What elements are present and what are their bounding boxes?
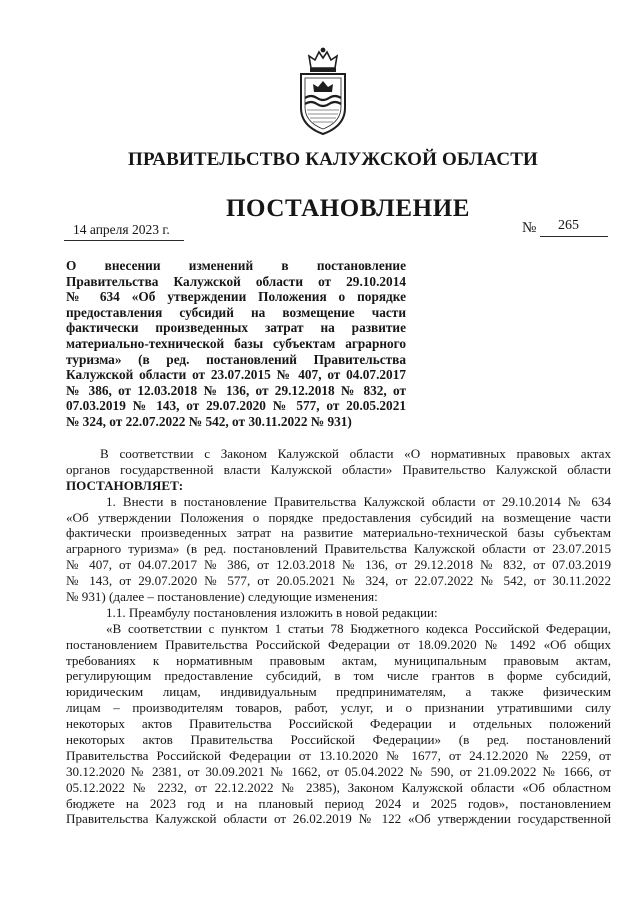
date-underline bbox=[64, 240, 184, 241]
body-line: требованиях к нормативным правовым актам, муниципальным правовым актам, bbox=[66, 652, 611, 668]
kaluga-coat-of-arms-icon bbox=[293, 46, 353, 138]
resolves-heading: ПОСТАНОВЛЯЕТ: bbox=[66, 477, 184, 493]
body-line: № 143, от 29.07.2020 № 577, от 20.05.2021 № 324, от 22.07.2022 № 542, от 30.11.2022 bbox=[66, 573, 611, 589]
body-line: 30.12.2020 № 2381, от 30.09.2021 № 1662, от 05.04.2022 № 590, от 21.09.2022 № 1666, от bbox=[66, 763, 611, 779]
body-line: 1. Внести в постановление Правительства Калужской области от 29.10.2014 № 634 bbox=[106, 493, 611, 509]
decree-date: 14 апреля 2023 г. bbox=[73, 222, 170, 237]
number-sign: № bbox=[522, 220, 537, 236]
body-line: Правительства Российской Федерации от 13.10.2020 № 1677, от 24.12.2020 № 2259, от bbox=[66, 747, 611, 763]
subject-line: туризма» (в ред. постановлений Правительства bbox=[66, 351, 406, 367]
government-title: ПРАВИТЕЛЬСТВО КАЛУЖСКОЙ ОБЛАСТИ bbox=[128, 149, 538, 170]
body-line: № 931) (далее – постановление) следующие изменения: bbox=[66, 589, 378, 605]
body-line: некоторых актов Правительства Российской Федерации» (в ред. постановлений bbox=[66, 732, 611, 748]
body-line: аграрного туризма» (в ред. постановлений Правительства Калужской области от 23.07.2015 bbox=[66, 541, 611, 557]
body-line: 05.12.2022 № 2232, от 22.12.2022 № 2385), Законом Калужской области «Об областном bbox=[66, 779, 611, 795]
subject-line: предоставления субсидий на возмещение части bbox=[66, 304, 406, 320]
body-line: лицам – производителям товаров, работ, услуг, и о признании утратившими силу bbox=[66, 700, 611, 716]
body-line: 1.1. Преамбулу постановления изложить в новой редакции: bbox=[106, 604, 438, 620]
body-line: «В соответствии с пунктом 1 статьи 78 Бюджетного кодекса Российской Федерации, bbox=[106, 620, 611, 636]
subject-line: № 386, от 12.03.2018 № 136, от 29.12.2018 № 832, от bbox=[66, 382, 406, 398]
body-line: Правительства Калужской области от 26.02.2019 № 122 «Об утверждении государственной bbox=[66, 811, 611, 827]
body-line: фактически произведенных затрат на развитие материально-технической базы субъектам bbox=[66, 525, 611, 541]
decree-subject bbox=[66, 258, 406, 430]
body-line: регулирующим предоставление субсидий, в том числе грантов в форме субсидий, bbox=[66, 668, 611, 684]
body-line: бюджете на 2023 год и на плановый период 2024 и 2025 годов», постановлением bbox=[66, 795, 611, 811]
body-line: органов государственной власти Калужской области» Правительство Калужской области bbox=[66, 461, 611, 477]
body-line: «Об утверждении Положения о порядке предоставления субсидий на возмещение части bbox=[66, 509, 611, 525]
subject-line: О внесении изменений в постановление bbox=[66, 258, 406, 273]
subject-line: материально-технической базы субъектам аграрного bbox=[66, 335, 406, 351]
body-line: В соответствии с Законом Калужской области «О нормативных правовых актах bbox=[100, 446, 611, 461]
number-underline bbox=[540, 236, 608, 237]
subject-line: Правительства Калужской области от 29.10.2014 bbox=[66, 273, 406, 289]
body-line: некоторых актов Правительства Российской Федерации и отдельных положений bbox=[66, 716, 611, 732]
subject-line: № 324, от 22.07.2022 № 542, от 30.11.2022 № 931) bbox=[66, 413, 352, 429]
body-line: юридическим лицам, индивидуальным предпринимателям, а также физическим bbox=[66, 684, 611, 700]
decree-body bbox=[66, 446, 611, 827]
subject-line: фактически произведенных затрат на развитие bbox=[66, 320, 406, 336]
subject-line: Калужской области от 23.07.2015 № 407, от 04.07.2017 bbox=[66, 367, 406, 383]
subject-line: № 634 «Об утверждении Положения о порядке bbox=[66, 289, 406, 305]
document-type-title: ПОСТАНОВЛЕНИЕ bbox=[226, 195, 471, 222]
body-line: постановлением Правительства Российской Федерации от 18.09.2020 № 1492 «Об общих bbox=[66, 636, 611, 652]
subject-line: 07.03.2019 № 143, от 29.07.2020 № 577, от 20.05.2021 bbox=[66, 398, 406, 414]
decree-number: 265 bbox=[558, 218, 579, 233]
body-line: № 407, от 04.07.2017 № 386, от 12.03.2018 № 136, от 29.12.2018 № 832, от 07.03.2019 bbox=[66, 557, 611, 573]
